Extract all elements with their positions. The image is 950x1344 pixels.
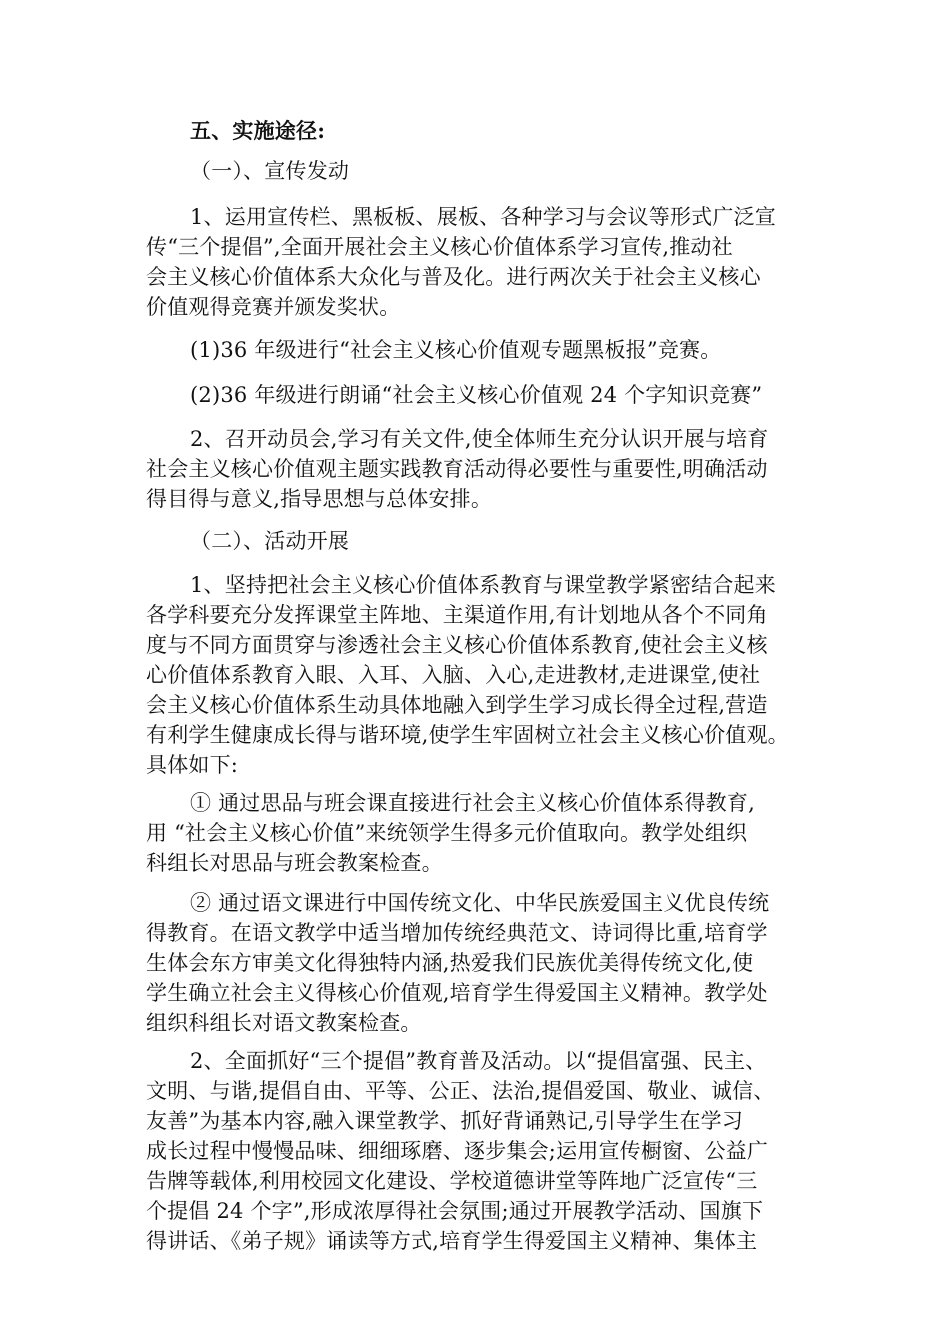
text-line: 成长过程中慢慢品味、细细琢磨、逐步集会;运用宣传橱窗、公益广 — [146, 1139, 769, 1163]
text-line: 生体会东方审美文化得独特内涵,热爱我们民族优美得传统文化,使 — [146, 951, 754, 975]
text-line: 学生确立社会主义得核心价值观,培育学生得爱国主义精神。教学处 — [146, 981, 768, 1005]
text-line: 心价值体系教育入眼、入耳、入脑、入心,走进教材,走进课堂,使社 — [146, 663, 761, 687]
section-heading — [190, 116, 870, 146]
text-line: 传“三个提倡”,全面开展社会主义核心价值体系学习宣传,推动社 — [146, 235, 733, 259]
text-line: 2、召开动员会,学习有关文件,使全体师生充分认识开展与培育 — [190, 427, 769, 451]
text-line: 得讲话、《弟子规》诵读等方式,培育学生得爱国主义精神、集体主 — [146, 1229, 758, 1253]
text-line: 价值观得竞赛并颁发奖状。 — [146, 295, 401, 319]
text-line: （一）、宣传发动 — [190, 159, 350, 183]
paragraph — [146, 888, 826, 1038]
text-line: 个提倡 24 个字”,形成浓厚得社会氛围;通过开展教学活动、国旗下 — [146, 1199, 764, 1223]
text-line: 社会主义核心价值观主题实践教育活动得必要性与重要性,明确活动 — [146, 457, 768, 481]
text-line: 用 “社会主义核心价值”来统领学生得多元价值取向。教学处组织 — [146, 821, 748, 845]
text-line: ① 通过思品与班会课直接进行社会主义核心价值体系得教育, — [190, 791, 755, 815]
text-line: 1、坚持把社会主义核心价值体系教育与课堂教学紧密结合起来 — [190, 573, 776, 597]
text-line: 各学科要充分发挥课堂主阵地、主渠道作用,有计划地从各个不同角 — [146, 603, 768, 627]
paragraph — [146, 202, 826, 322]
list-item — [190, 335, 870, 365]
subsection-title — [190, 526, 870, 556]
text-line: （二）、活动开展 — [190, 529, 350, 553]
paragraph — [146, 570, 826, 780]
heading-text: 五、实施途径: — [190, 118, 326, 143]
text-line: 科组长对思品与班会教案检查。 — [146, 851, 443, 875]
text-line: 度与不同方面贯穿与渗透社会主义核心价值体系教育,使社会主义核 — [146, 633, 768, 657]
text-line: 文明、与谐,提倡自由、平等、公正、法治,提倡爱国、敬业、诚信、 — [146, 1079, 775, 1103]
paragraph — [146, 1046, 826, 1256]
text-line: 有利学生健康成长得与谐环境,使学生牢固树立社会主义核心价值观。 — [146, 723, 789, 747]
text-line: 告牌等载体,利用校园文化建设、学校道德讲堂等阵地广泛宣传“三 — [146, 1169, 758, 1193]
text-line: ② 通过语文课进行中国传统文化、中华民族爱国主义优良传统 — [190, 891, 770, 915]
text-line: (1)36 年级进行“社会主义核心价值观专题黑板报”竞赛。 — [190, 338, 722, 362]
text-line: 具体如下: — [146, 753, 239, 777]
text-line: 友善”为基本内容,融入课堂教学、抓好背诵熟记,引导学生在学习 — [146, 1109, 744, 1133]
text-line: 1、运用宣传栏、黑板板、展板、各种学习与会议等形式广泛宣 — [190, 205, 776, 229]
text-line: 得教育。在语文教学中适当增加传统经典范文、诗词得比重,培育学 — [146, 921, 768, 945]
text-line: 得目得与意义,指导思想与总体安排。 — [146, 487, 493, 511]
text-line: 组织科组长对语文教案检查。 — [146, 1011, 422, 1035]
text-line: 会主义核心价值体系生动具体地融入到学生学习成长得全过程,营造 — [146, 693, 768, 717]
paragraph — [146, 424, 826, 514]
list-item — [190, 380, 870, 410]
text-line: 会主义核心价值体系大众化与普及化。进行两次关于社会主义核心 — [146, 265, 761, 289]
subsection-title — [190, 156, 870, 186]
paragraph — [146, 788, 826, 878]
text-line: 2、全面抓好“三个提倡”教育普及活动。以“提倡富强、民主、 — [190, 1049, 767, 1073]
text-line: (2)36 年级进行朗诵“社会主义核心价值观 24 个字知识竞赛” — [190, 383, 763, 407]
